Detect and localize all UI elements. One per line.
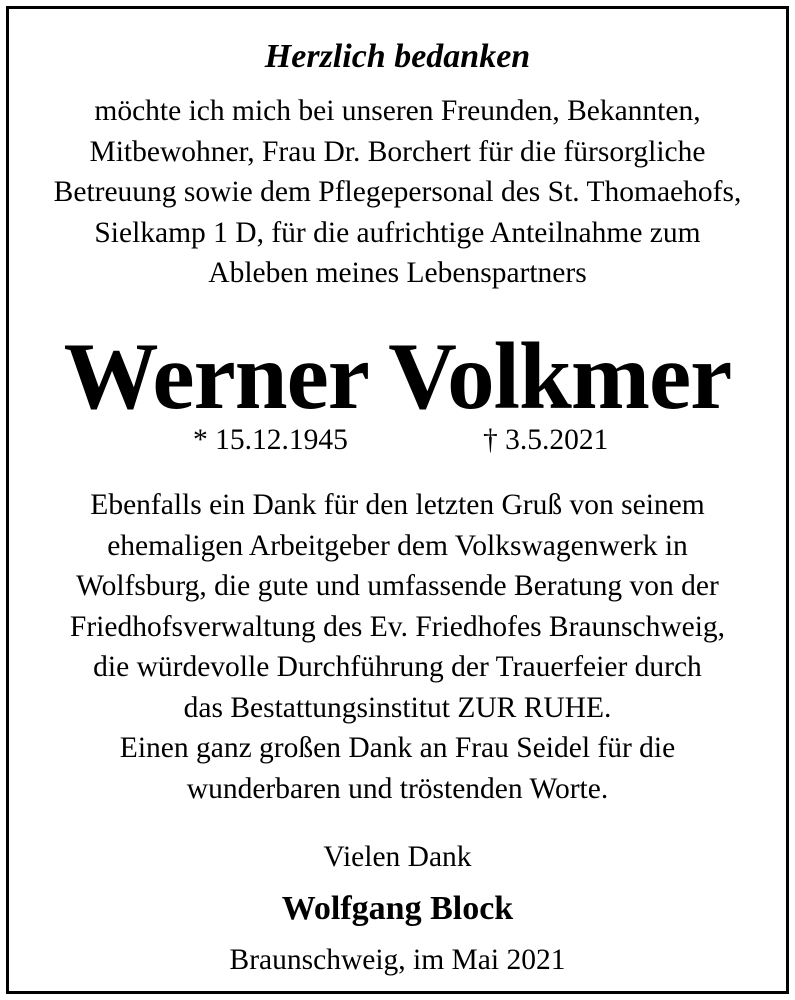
thanks-text: [9, 485, 786, 809]
thanks-line: das Bestattungsinstitut ZUR RUHE.: [183, 691, 612, 724]
thanks-line: die würdevolle Durchführung der Trauerfeier durch: [93, 651, 702, 683]
signer-name: Wolfgang Block: [281, 890, 514, 927]
birth-date: * 15.12.1945: [193, 424, 348, 456]
intro-line: möchte ich mich bei unseren Freunden, Bekannten,: [94, 95, 701, 127]
notice-heading: Herzlich bedanken: [264, 38, 531, 75]
thanks-line: Einen ganz großen Dank an Frau Seidel für die: [119, 732, 676, 764]
thanks-line: Ebenfalls ein Dank für den letzten Gruß von seinem: [90, 489, 705, 521]
intro-line: Ableben meines Lebenspartners: [208, 257, 587, 289]
thanks-line: Friedhofsverwaltung des Ev. Friedhofes Braunschweig,: [69, 610, 726, 643]
closing-text: Vielen Dank: [323, 841, 472, 873]
intro-line: Sielkamp 1 D, für die aufrichtige Anteilnahme zum: [94, 216, 701, 249]
thanks-line: wunderbaren und tröstenden Worte.: [186, 772, 609, 805]
death-date: † 3.5.2021: [483, 424, 609, 456]
place-date: Braunschweig, im Mai 2021: [229, 944, 566, 976]
deceased-name: Werner Volkmer: [63, 323, 732, 429]
life-dates: [9, 422, 786, 458]
intro-line: Betreuung sowie dem Pflegepersonal des St. Thomaehofs,: [53, 176, 742, 208]
intro-line: Mitbewohner, Frau Dr. Borchert für die fürsorgliche: [89, 135, 706, 168]
notice-frame: [6, 6, 789, 994]
thanks-line: ehemaligen Arbeitgeber dem Volkswagenwerk in: [107, 529, 688, 562]
thanks-line: Wolfsburg, die gute und umfassende Beratung von der: [76, 570, 719, 602]
intro-text: [9, 91, 786, 294]
